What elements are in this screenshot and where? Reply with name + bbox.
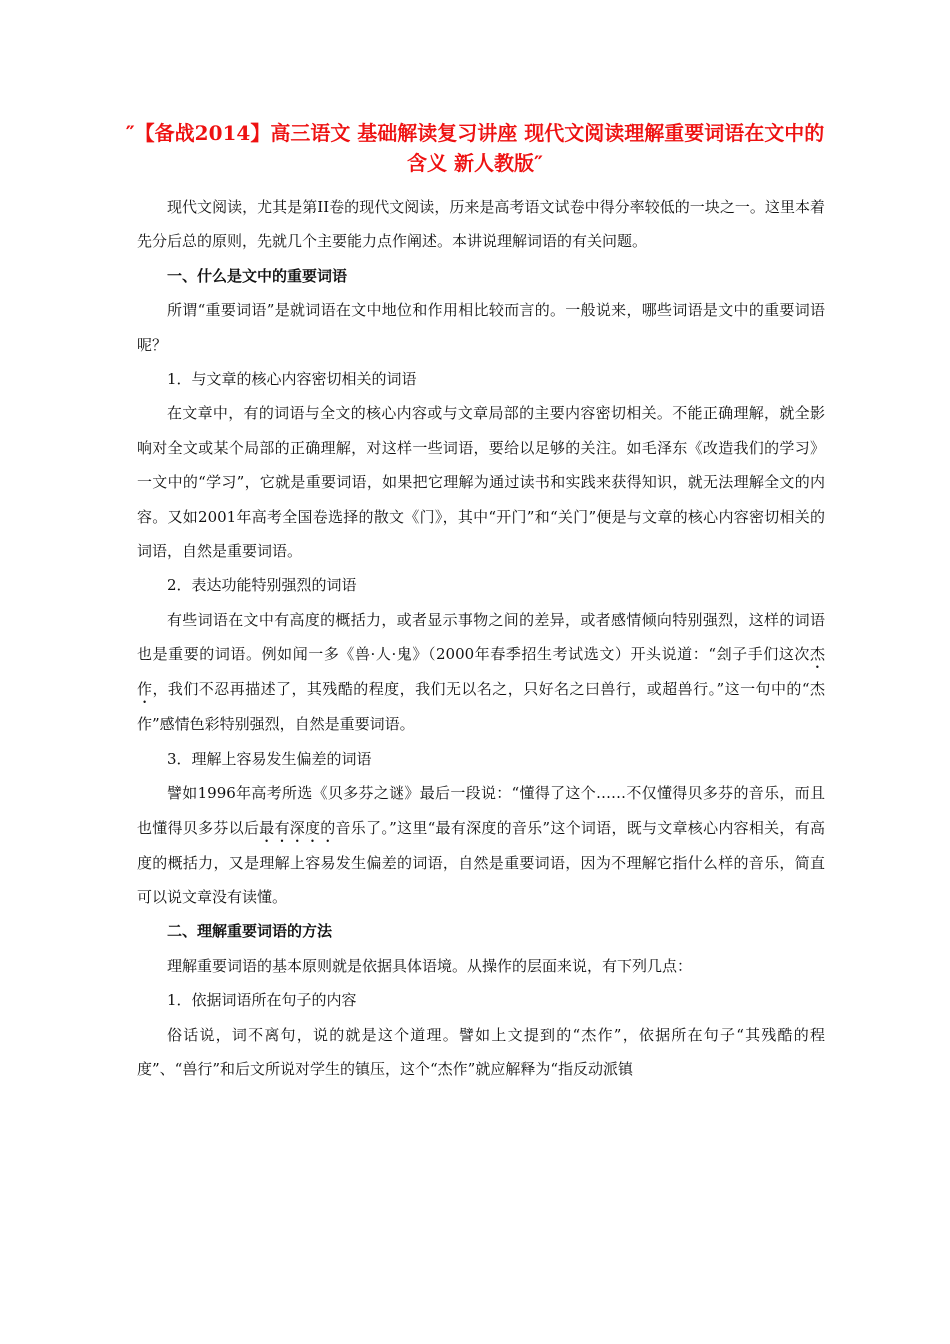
- paragraph: 俗话说，词不离句，说的就是这个道理。譬如上文提到的“杰作”，依据所在句子“其残酷的程度”、“兽行”和后文所说对学生的镇压，这个“杰作”就应解释为“指反动派镇: [137, 1025, 825, 1078]
- paragraph: 所谓“重要词语”是就词语在文中地位和作用相比较而言的。一般说来，哪些词语是文中的重要词语呢？: [137, 301, 825, 354]
- emphasized-phrase: 最有深度的: [259, 818, 336, 837]
- subheading-method-1: 1．依据词语所在句子的内容: [167, 991, 357, 1010]
- text-segment: ，我们不忍再描述了，其残酷的程度，我们无以名之，只好名之曰兽行，或超兽行。”这一句中的“杰作”感情色彩特别强烈，自然是重要词语。: [137, 680, 825, 734]
- text-segment: 有些词语在文中有高度的概括力，或者显示事物之间的差异，或者感情倾向特别强烈，这样的词语也是重要的词语。例如闻一多《兽·人·鬼》（2000年春季招生考试选文）开头说道：: [137, 610, 825, 664]
- intro-paragraph: 现代文阅读，尤其是第II卷的现代文阅读，历来是高考语文试卷中得分率较低的一块之一。这里本着先分后总的原则，先就几个主要能力点作阐述。本讲说理解词语的有关问题。: [137, 198, 825, 251]
- paragraph: 理解重要词语的基本原则就是依据具体语境。从操作的层面来说，有下列几点：: [167, 956, 693, 975]
- emphasized-word: 杰作: [137, 645, 826, 699]
- paragraph: 在文章中，有的词语与全文的核心内容或与文章局部的主要内容密切相关。不能正确理解，就全影响对全文或某个局部的正确理解，对这样一些词语，要给以足够的关注。如毛泽东《改造我们的学习》一文中的“学习”，它就是重要词语，如果把它理解为通过读书和实践来获得知识，就无法理解全文的内容。又如2001年高考全国卷选择的散文《门》，其中“开门”和“关门”便是与文章的核心内容密切相关的词语，自然是重要词语。: [137, 404, 825, 561]
- paragraph-with-quote: [137, 776, 825, 914]
- text-segment: 譬如1996年高考所选《贝多芬之谜》最后一段说：“懂得了这个……不仅懂得贝多芬的音乐，而且也懂得贝多芬以后: [137, 784, 825, 837]
- section-heading-2: 二、理解重要词语的方法: [167, 922, 333, 941]
- subheading-3: 3．理解上容易发生偏差的词语: [167, 749, 372, 768]
- document-body: [137, 190, 825, 1086]
- section-heading-1: 一、什么是文中的重要词语: [167, 266, 348, 285]
- text-segment: 音乐了。”这里“最有深度的音乐”这个词语，既与文章核心内容相关，有高度的概括力，又是理解上容易发生偏差的词语，自然是重要词语，因为不理解它指什么样的音乐，简直可以说文章没有读懂。: [137, 818, 825, 906]
- document-title: ″【备战2014】高三语文 基础解读复习讲座 现代文阅读理解重要词语在文中的含义 新人教版″: [125, 121, 825, 175]
- subheading-1: 1．与文章的核心内容密切相关的词语: [167, 370, 417, 389]
- subheading-2: 2．表达功能特别强烈的词语: [167, 576, 357, 595]
- text-segment: “刽子手们这次: [708, 645, 810, 664]
- paragraph-with-quote: [137, 603, 825, 742]
